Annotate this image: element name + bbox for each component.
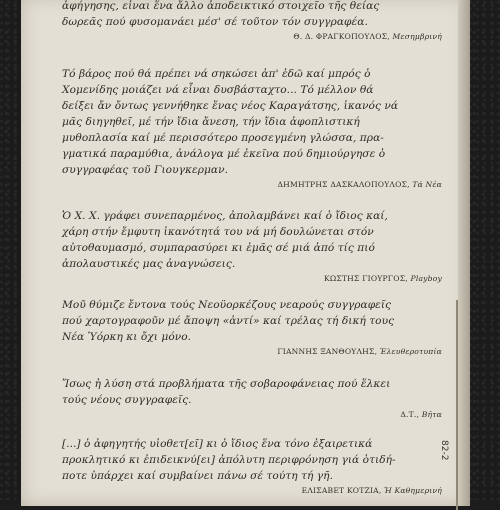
quote-5 [62,376,442,419]
quote-author: Δ.Τ., [400,410,420,419]
quote-attribution [62,32,442,41]
quote-author: ΚΩΣΤΗΣ ΓΙΟΥΡΓΟΣ, [323,274,408,283]
quote-publication: Playboy [410,274,442,283]
book-spine [458,0,470,506]
isbn-number: 82-2 [439,440,449,461]
quote-4 [62,297,442,356]
quote-1 [62,0,442,41]
quote-author: ΔΗΜΗΤΡΗΣ ΔΑΣΚΑΛΟΠΟΥΛΟΣ, [277,180,410,189]
quote-6 [62,436,442,495]
quote-attribution [62,486,442,495]
quote-text: Τό βάρος πού θά πρέπει νά σηκώσει ἀπ' ἐδῶ καί μπρός ὁ Χομενίδης μοιάζει νά εἶναι δυσβάσταχτο... Τό μέλλον θά δείξει ἄν ὄντως γεννήθηκε ἕνας νέος Καραγάτσης, ἱκανός νά μᾶς διηγηθεῖ, μέ τήν ἴδια ἄνεση, τήν ἴδια ἀφοπλιστική μυθοπλασία καί μέ περισσότερο προσεγμένη γλώσσα, πρα- γματικά παραμύθια, ἀνάλογα μέ ἐκεῖνα πού δημιούργησε ὁ συγγραφέας τοῦ Γιουγκερμαν. [62,68,399,176]
quote-attribution [62,347,442,356]
quote-text: Ὁ Χ. Χ. γράφει συνεπαρμένος, ἀπολαμβάνει καί ὁ ἴδιος καί, χάρη στήν ἔμφυτη ἱκανότητά του νά μή δουλώνεται στόν αὐτοθαυμασμό, συμπαρασύρει κι ἐμᾶς σέ μιά ἀπό τίς πιό ἀπολαυστικές μας ἀναγνώσεις. [62,210,388,270]
quote-text: ἀφήγησης, εἶναι ἕνα ἄλλο ἀποδεικτικό στοιχεῖο τῆς θείας δωρεᾶς πού φυσομανάει μέσ' σέ τοῦτον τόν συγγραφέα. [62,0,380,28]
quote-author: ΓΙΑΝΝΗΣ ΞΑΝΘΟΥΛΗΣ, [277,347,378,356]
quote-publication: Μεσημβρινή [392,32,442,41]
quote-publication: Βῆτα [421,410,442,419]
quote-attribution [62,180,442,189]
quote-publication: Ἡ Καθημερινή [384,486,442,495]
quote-publication: Ἐλευθεροτυπία [379,347,442,356]
quote-author: ΕΛΙΣΑΒΕΤ ΚΟΤΖΙΑ, [301,486,382,495]
quote-attribution [62,410,442,419]
quote-text: Ἴσως ἡ λύση στά προβλήματα τῆς σοβαροφάνειας πού ἕλκει τούς νέους συγγραφεῖς. [62,378,391,406]
quote-2 [62,66,442,189]
quote-3 [62,208,442,283]
quote-text: [...] ὁ ἀφηγητής υἱοθετ[εῖ] κι ὁ ἴδιος ἕνα τόνο ἐξαιρετικά προκλητικό κι ἐπιδεικνύ[ει] ἀπόλυτη περιφρόνηση γιά ὁτιδή- ποτε ὑπάρχει καί συμβαίνει πάνω σέ τούτη τή γῆ. [62,438,396,482]
quote-author: Θ. Δ. ΦΡΑΓΚΟΠΟΥΛΟΣ, [293,32,390,41]
quote-publication: Τά Νέα [412,180,442,189]
quote-attribution [62,274,442,283]
quote-text: Μοῦ θύμιζε ἔντονα τούς Νεοϋορκέζους νεαρούς συγγραφεῖς πού χαρτογραφοῦν μέ ἄποψη «ἀντί» καί τρέλας τή δική τους Νέα Ὑόρκη κι ὄχι μόνο. [62,299,395,343]
spine-edge [456,300,458,510]
